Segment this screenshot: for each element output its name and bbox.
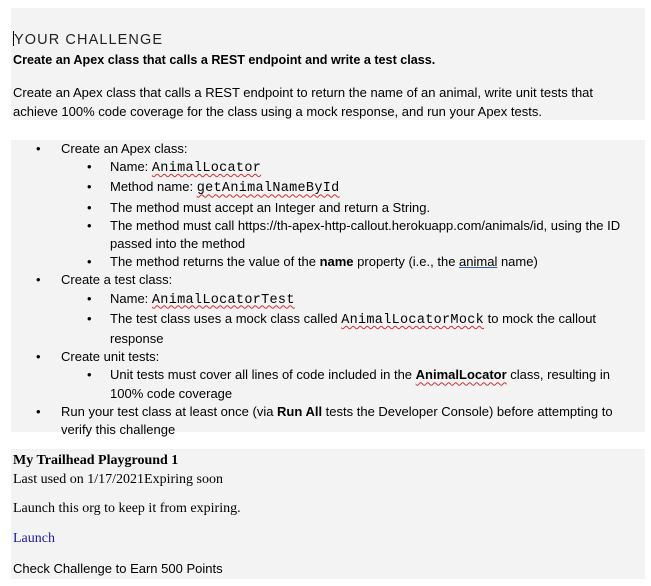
org-last-used: Last used on 1/17/2021Expiring soon [13, 472, 223, 487]
bold-text: AnimalLocator [415, 367, 507, 383]
text: to mock the callout response [110, 310, 597, 347]
challenge-heading [13, 31, 163, 48]
list-item [0, 271, 645, 348]
name-label: Name: [110, 159, 152, 175]
requirements-list [0, 140, 645, 439]
bold-text: name [319, 254, 354, 270]
challenge-description: Create an Apex class that calls a REST endpoint to return the name of an animal, write unit tests that achieve 100% code coverage for the class using a mock response, and run your Apex tests. [13, 85, 594, 119]
list-item [0, 403, 645, 439]
list-item [61, 366, 645, 402]
step-label: Create an Apex class: [61, 141, 188, 156]
method-name: getAnimalNameById [196, 181, 340, 197]
list-item [0, 140, 645, 271]
text: name) [497, 254, 538, 270]
list-item [61, 310, 645, 348]
underlined-text: animal [459, 254, 498, 270]
check-challenge-button[interactable]: Check Challenge to Earn 500 Points [13, 561, 223, 576]
method-label: Method name: [110, 179, 197, 195]
org-name: My Trailhead Playground 1 [13, 453, 179, 468]
challenge-heading-text: YOUR CHALLENGE [14, 32, 164, 48]
list-item [61, 253, 645, 271]
text: The test class uses a mock class called [110, 310, 342, 326]
text: Unit tests must cover all lines of code included in the [110, 367, 416, 383]
class-name: AnimalLocator [151, 161, 262, 177]
name-label: Name: [110, 290, 152, 306]
test-class-name: AnimalLocatorTest [151, 292, 295, 308]
bold-text: Run All [277, 403, 323, 419]
mock-class-name: AnimalLocatorMock [341, 312, 485, 328]
text: property (i.e., the [353, 254, 460, 270]
text: class, resulting in 100% code coverage [110, 367, 610, 401]
text: Run your test class at least once (via [61, 403, 278, 419]
list-item [61, 290, 645, 310]
sub-list [61, 158, 645, 271]
list-item: • The method must accept an Integer and return a String. [61, 199, 645, 217]
list-item: • The method must call https://th-apex-http-callout.herokuapp.com/animals/id, using the ID passed into the method [61, 217, 645, 253]
text: tests the Developer Console) before attempting to verify this challenge [61, 403, 613, 438]
text: The method returns the value of the [110, 254, 320, 270]
list-item [0, 348, 645, 403]
list-item [61, 158, 645, 178]
step-label: Create a test class: [61, 272, 173, 288]
sub-list [61, 366, 645, 402]
org-note: Launch this org to keep it from expiring. [13, 501, 241, 516]
list-item [61, 178, 645, 198]
launch-link[interactable]: Launch [13, 531, 55, 546]
step-label: Create unit tests: [61, 349, 160, 365]
sub-list [61, 290, 645, 349]
challenge-subtitle: Create an Apex class that calls a REST endpoint and write a test class. [13, 53, 436, 67]
